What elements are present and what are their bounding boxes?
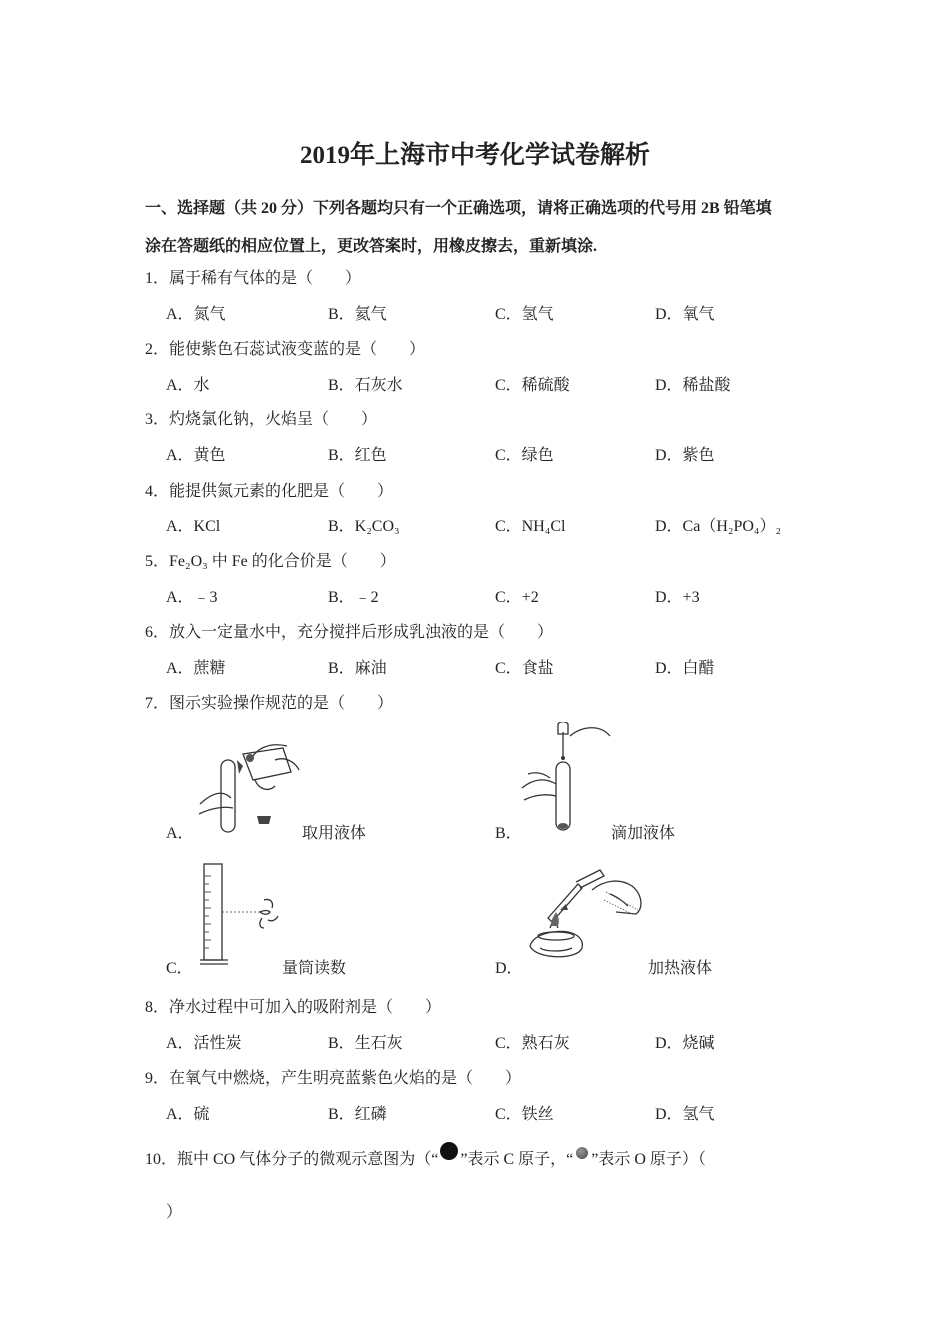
- q7-option-d-letter[interactable]: D．: [495, 960, 523, 977]
- q1-option-b[interactable]: B．氦气: [328, 306, 387, 323]
- q9-option-b[interactable]: B．红磷: [328, 1106, 387, 1123]
- section-instructions-line2: 涂在答题纸的相应位置上，更改答案时，用橡皮擦去，重新填涂.: [145, 238, 598, 255]
- q10-stem-end: ）: [166, 1204, 183, 1221]
- dropper-illustration: [520, 722, 612, 834]
- q10-stem-part3: ”表示 O 原子）（: [591, 1151, 706, 1168]
- q1-option-a[interactable]: A．氮气: [166, 306, 226, 323]
- q8-option-d[interactable]: D．烧碱: [655, 1035, 715, 1052]
- q8-option-a[interactable]: A．活性炭: [166, 1035, 242, 1052]
- carbon-atom-icon: [440, 1142, 458, 1160]
- q2-option-c[interactable]: C．稀硫酸: [495, 377, 570, 394]
- q4-option-c[interactable]: C．NH₄Cl: [495, 518, 566, 535]
- q5-option-b[interactable]: B．﹣2: [328, 589, 379, 606]
- q7-option-c-caption: 量筒读数: [282, 960, 347, 977]
- q7-option-d-caption: 加热液体: [648, 960, 713, 977]
- q1-option-d[interactable]: D．氧气: [655, 306, 715, 323]
- q2-option-d[interactable]: D．稀盐酸: [655, 377, 731, 394]
- question-4-stem: 4．能提供氮元素的化肥是（ ）: [145, 483, 394, 500]
- q2-option-a[interactable]: A．水: [166, 377, 210, 394]
- q6-option-d[interactable]: D．白醋: [655, 660, 715, 677]
- q4-option-b[interactable]: B．K₂CO₃: [328, 518, 400, 535]
- question-7-stem: 7．图示实验操作规范的是（ ）: [145, 695, 394, 712]
- q1-option-c[interactable]: C．氢气: [495, 306, 554, 323]
- question-6-stem: 6．放入一定量水中，充分搅拌后形成乳浊液的是（ ）: [145, 624, 554, 641]
- q3-option-a[interactable]: A．黄色: [166, 447, 226, 464]
- q6-option-a[interactable]: A．蔗糖: [166, 660, 226, 677]
- q7-option-b-letter[interactable]: B．: [495, 825, 522, 842]
- q6-option-b[interactable]: B．麻油: [328, 660, 387, 677]
- page-title: 2019年上海市中考化学试卷解析: [299, 142, 650, 169]
- q7-option-a-caption: 取用液体: [302, 825, 367, 842]
- q10-stem-part1: 10．瓶中 CO 气体分子的微观示意图为（“: [145, 1151, 439, 1168]
- q9-option-c[interactable]: C．铁丝: [495, 1106, 554, 1123]
- q8-option-c[interactable]: C．熟石灰: [495, 1035, 570, 1052]
- graduated-cylinder-illustration: [198, 862, 280, 968]
- q5-option-d[interactable]: D．+3: [655, 589, 700, 606]
- question-3-stem: 3．灼烧氯化钠，火焰呈（ ）: [145, 411, 378, 428]
- question-8-stem: 8．净水过程中可加入的吸附剂是（ ）: [145, 999, 442, 1016]
- oxygen-atom-icon: [576, 1147, 588, 1159]
- q8-option-b[interactable]: B．生石灰: [328, 1035, 403, 1052]
- q3-option-c[interactable]: C．绿色: [495, 447, 554, 464]
- q3-option-b[interactable]: B．红色: [328, 447, 387, 464]
- q4-option-a[interactable]: A．KCl: [166, 518, 221, 535]
- q2-option-b[interactable]: B．石灰水: [328, 377, 403, 394]
- pour-liquid-illustration: [195, 742, 300, 837]
- q7-option-b-caption: 滴加液体: [611, 825, 676, 842]
- q7-option-a-letter[interactable]: A．: [166, 825, 194, 842]
- q4-option-d[interactable]: D．Ca（H₂PO₄）₂: [655, 518, 782, 535]
- section-instructions-line1: 一、选择题（共 20 分）下列各题均只有一个正确选项，请将正确选项的代号用 2B 铅笔填: [145, 200, 772, 217]
- q6-option-c[interactable]: C．食盐: [495, 660, 554, 677]
- q3-option-d[interactable]: D．紫色: [655, 447, 715, 464]
- question-2-stem: 2．能使紫色石蕊试液变蓝的是（ ）: [145, 341, 426, 358]
- q10-stem-part2: ”表示 C 原子，“: [460, 1151, 574, 1168]
- question-9-stem: 9．在氧气中燃烧，产生明亮蓝紫色火焰的是（ ）: [145, 1070, 522, 1087]
- heating-test-tube-illustration: [520, 866, 648, 966]
- q9-option-a[interactable]: A．硫: [166, 1106, 210, 1123]
- q9-option-d[interactable]: D．氢气: [655, 1106, 715, 1123]
- question-1-stem: 1．属于稀有气体的是（ ）: [145, 270, 362, 287]
- q7-option-c-letter[interactable]: C．: [166, 960, 193, 977]
- q5-option-c[interactable]: C．+2: [495, 589, 539, 606]
- question-5-stem: 5．Fe₂O₃ 中 Fe 的化合价是（ ）: [145, 553, 396, 570]
- q5-option-a[interactable]: A．﹣3: [166, 589, 218, 606]
- question-10-stem: [145, 1146, 706, 1169]
